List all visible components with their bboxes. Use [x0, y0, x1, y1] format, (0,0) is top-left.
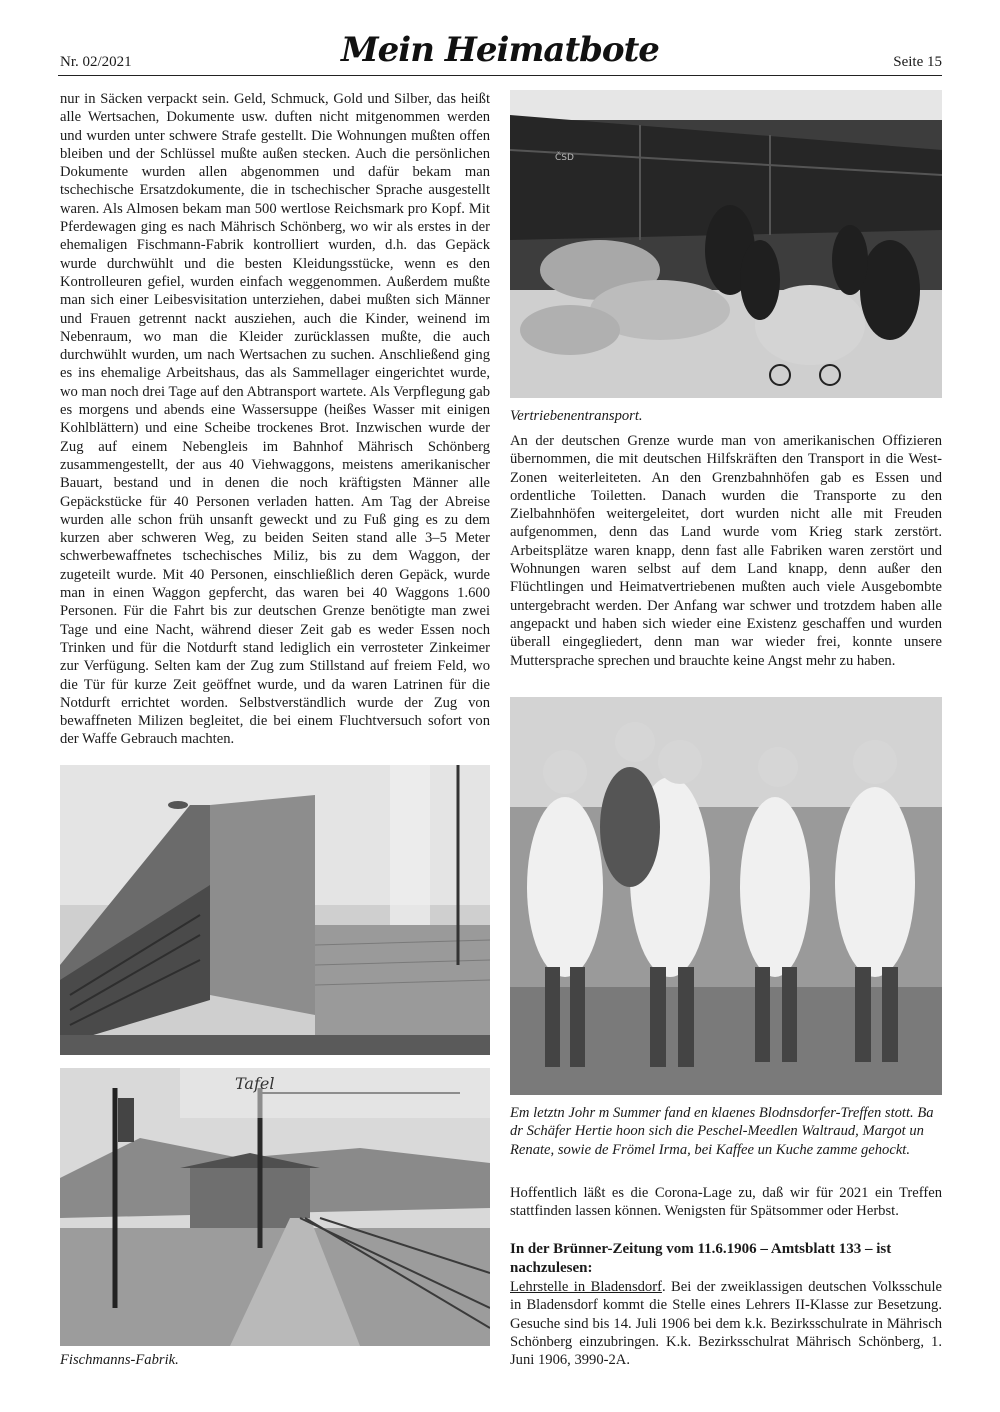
notice-section — [510, 1240, 942, 1369]
corona-paragraph: Hoffentlich läßt es die Corona-Lage zu, daß wir für 2021 ein Treffen stattfinden lassen können. Wenigsten für Spätsommer oder Herbst. — [510, 1185, 942, 1220]
notice-text — [510, 1278, 942, 1369]
issue-number: Nr. 02/2021 — [60, 54, 132, 70]
notice-body: . Bei der zweiklassigen deutschen Volksschule in Bladensdorf kommt die Stelle eines Lehrers II-Klasse zur Besetzung. Gesuche sind bis 14. Juli 1906 bei dem k.k. Bezirksschulrate in Mährisch Schönberg einzubringen. K.k. Bezirksschulrat Mährisch Schönberg, 1. Juni 1906, 3990-2A. — [510, 1279, 943, 1369]
svg-text:ČSD: ČSD — [555, 153, 574, 163]
factory-photo-caption: Fischmanns-Fabrik. — [60, 1352, 179, 1368]
railway-photo — [60, 1068, 490, 1346]
factory-photo — [60, 765, 490, 1055]
header-rule — [58, 75, 942, 76]
train-photo-caption: Vertriebenentransport. — [510, 408, 643, 424]
article-text-right: An der deutschen Grenze wurde man von amerikanischen Offizieren übernommen, die mit deutschen Hilfskräften den Transport in die West-Zonen weiterleiteten. An den Grenzbahnhöfen gab es Essen und ordentliche Toiletten. Danach wurden die Transporte zu den Zielbahnhöfen weitergeleitet, dort wurden nicht alle mit Freuden aufgenommen, denn das Land wurde vom Krieg stark zerstört. Arbeitsplätze waren knapp, denn fast alle Fabriken waren zerstört und Wohnungen waren selbst auf dem Land knapp, denn außer den Flüchtlingen und Heimatvertriebenen mußten auch viele Ausgebombte untergebracht werden. Der Anfang war schwer und trotzdem haben alle angepackt und haben sich wieder eine Existenz geschaffen und wurden überall eingegliedert, denn man war wieder frei, konnte unsere Muttersprache sprechen und brauchte keine Angst mehr zu haben. — [510, 433, 942, 669]
page-number: Seite 15 — [893, 54, 942, 70]
article-text-left: nur in Säcken verpackt sein. Geld, Schmuck, Gold und Silber, das heißt alle Wertsachen, Dokumente usw. duften nicht mitgenommen werden und wurden unter schwere Strafe gestellt. Die Wohnungen mußten offen bleiben und der Schlüssel mußte außen stecken. Auch die persönlichen Dokumente wurden allen abgenommen und dafür bekam man tschechische Ersatzdokumente, die in tschechischer Sprache ausgestellt waren. Als Almosen bekam man 500 wertlose Reichsmark pro Kopf. Mit Pferdewagen ging es nach Mährisch Schönberg, wo wir als erstes in der ehemaligen Fischmann-Fabrik kontrolliert wurden, d.h. das Gepäck wurde durchwühlt und die besten Kleidungsstücke, wenn es den Kontrolleuren gefiel, wurden einfach weggenommen. Außerdem mußte man sich einer Leibesvisitation unterziehen, dabei mußten sich Männer und Frauen getrennt nackt ausziehen, auch die Kinder, weinend im Nebenraum, wo man die Kleider zurücklassen mußte, die auch durchwühlt wurden, um nach Wertsachen zu suchen. Anschließend ging es ins ehemalige Arbeitshaus, das als Sammellager eingerichtet wurde, wo man noch drei Tage auf den Abtransport wartete. Als Verpflegung gab es morgens und abends eine Wassersuppe (heißes Wasser mit einigen Kohlblättern) und eine Scheibe trockenes Brot. Inzwischen wurde der Zug auf einem Nebengleis im Bahnhof Mährisch Schönberg zusammengestellt, der aus 40 Viehwaggons, meistens amerikanischer Bauart, bestand und in denen die noch kräftigsten Männer alle Gepäckstücke für 40 Personen verladen hatten. Am Tag der Abreise wurden alle schon früh unsanft geweckt und zu Fuß ging es zu dem kurzen aber schweren Weg, zu beiden Seiten stand alle 3–5 Meter schwerbewaffnetes tschechisches Miliz, bis zu dem Waggon, der zugeteilt wurde. Mit 40 Personen, einschließlich deren Gepäck, wurde man in einen Waggon gepfercht, das waren bei 40 Waggons 1.600 Personen. Für die Fahrt bis zur deutschen Grenze benötigte man zwei Tage und eine Nacht, während dieser Zeit gab es weder Essen noch Trinken und für die Notdurft stand lediglich ein verrosteter Zinkeimer zur Verfügung. Selten kam der Zug zum Stillstand auf freiem Feld, wo die Tür für kurze Zeit geöffnet wurde, und da waren Latrinen für die Notdurft errichtet worden. Selbstverständlich wurde der Zug von bewaffneten Milizen begleitet, die bei einem Fluchtversuch sofort von der Waffe Gebrauch machten. — [60, 91, 490, 748]
notice-heading: In der Brünner-Zeitung vom 11.6.1906 – Amtsblatt 133 – ist nachzulesen: — [510, 1241, 892, 1276]
group-photo — [510, 697, 942, 1095]
handwritten-sign-text: Tafel — [235, 1074, 275, 1093]
newspaper-title: Mein Heimatbote — [341, 30, 659, 70]
group-photo-caption: Em letztn Johr m Summer fand en klaenes Blodnsdorfer-Treffen stott. Ba dr Schäfer Hertie hoon sich die Peschel-Meedlen Waltraud, Margot un Renate, sowie de Frömel Irma, bei Kaffee un Kuche zamme gehockt. — [510, 1105, 934, 1158]
notice-lead: Lehrstelle in Bladensdorf — [510, 1279, 662, 1295]
train-photo — [510, 90, 942, 398]
